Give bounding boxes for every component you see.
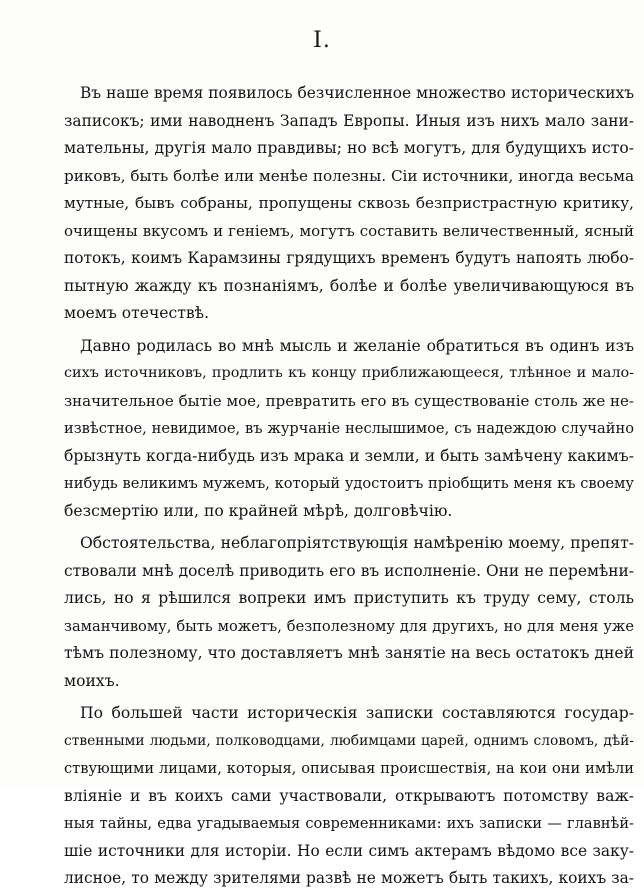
text-line: значительное бытіе мое, превратить его въ существованіе столь же не- [64,391,634,410]
text-line: заманчивому, быть можетъ, безполезному для другихъ, но для меня уже [64,617,634,635]
text-line: безсмертію или, по крайней мѣрѣ, долговѣчію. [64,501,453,520]
text-line: ныя тайны, едва угадываемыя современниками: ихъ записки — главнѣй- [64,815,634,832]
text-line: Въ наше время появилось безчисленное множество историческихъ [80,84,634,102]
text-line: лисное, то между зрителями развѣ не можетъ быть такихъ, коихъ за- [64,869,634,887]
text-line: риковъ, быть болѣе или менѣе полезны. Сіи источники, иногда весьма [64,166,634,185]
paragraph [64,333,634,526]
paragraph [64,530,634,695]
text-line: ствующими лицами, которыя, описывая происшествія, на кои они имѣли [64,760,634,777]
text-line: Давно родилась во мнѣ мысль и желаніе обратиться въ одинъ изъ [80,336,634,355]
text-line: брызнуть когда-нибудь изъ мрака и земли, и быть замѣчену какимъ- [64,446,634,465]
paragraph [64,80,634,328]
text-line: очищены вкусомъ и геніемъ, могутъ составить величественный, ясный [64,221,634,240]
text-line: моемъ отечествѣ. [64,304,210,322]
text-line: мутные, бывъ собраны, пропущены сквозь безпристрастную критику, [64,194,634,212]
text-line: вліяніе и въ коихъ сами участвовали, открываютъ потомству важ- [64,786,634,805]
text-line: сихъ источниковъ, продлить къ концу приближающееся, тлѣнное и мало- [64,365,634,381]
text-line: шіе источники для исторіи. Но если симъ актерамъ вѣдомо все заку- [64,841,634,860]
text-line: ственными людьми, полководцами, любимцами царей, однимъ словомъ, дѣй- [64,732,634,749]
text-line: мательны, другія мало правдивы; но всѣ могутъ, для будущихъ исто- [64,139,634,157]
text-line: нибудь великимъ мужемъ, который удостоитъ пріобщить меня къ своему [64,475,634,492]
text-line: пытную жажду къ познаніямъ, болѣе и болѣе увеличивающуюся въ [64,276,634,295]
text-line: ствовали мнѣ доселѣ приводить его въ исполненіе. Они не перемѣни- [64,561,634,580]
text-line: По большей части историческія записки составляются государ- [80,704,634,722]
text-line: записокъ; ими наводненъ Западъ Европы. Иныя изъ нихъ мало зани- [64,111,634,130]
text-line: извѣстное, невидимое, въ журчаніе неслышимое, съ надеждою случайно [64,420,634,437]
text-line: тѣмъ полезному, что доставляетъ мнѣ занятіе на весь остатокъ дней [64,644,634,662]
body-text [64,80,634,893]
text-line: моихъ. [64,671,120,690]
chapter-heading: I. [313,28,331,53]
text-line: лись, но я рѣшился вопреки имъ приступить къ труду сему, столь [64,589,634,607]
text-line: потокъ, коимъ Карамзины грядущихъ временъ будутъ напоять любо- [64,249,634,267]
text-line: Обстоятельства, неблагопріятствующія намѣренію моему, препят- [80,534,634,552]
paragraph [64,700,634,893]
